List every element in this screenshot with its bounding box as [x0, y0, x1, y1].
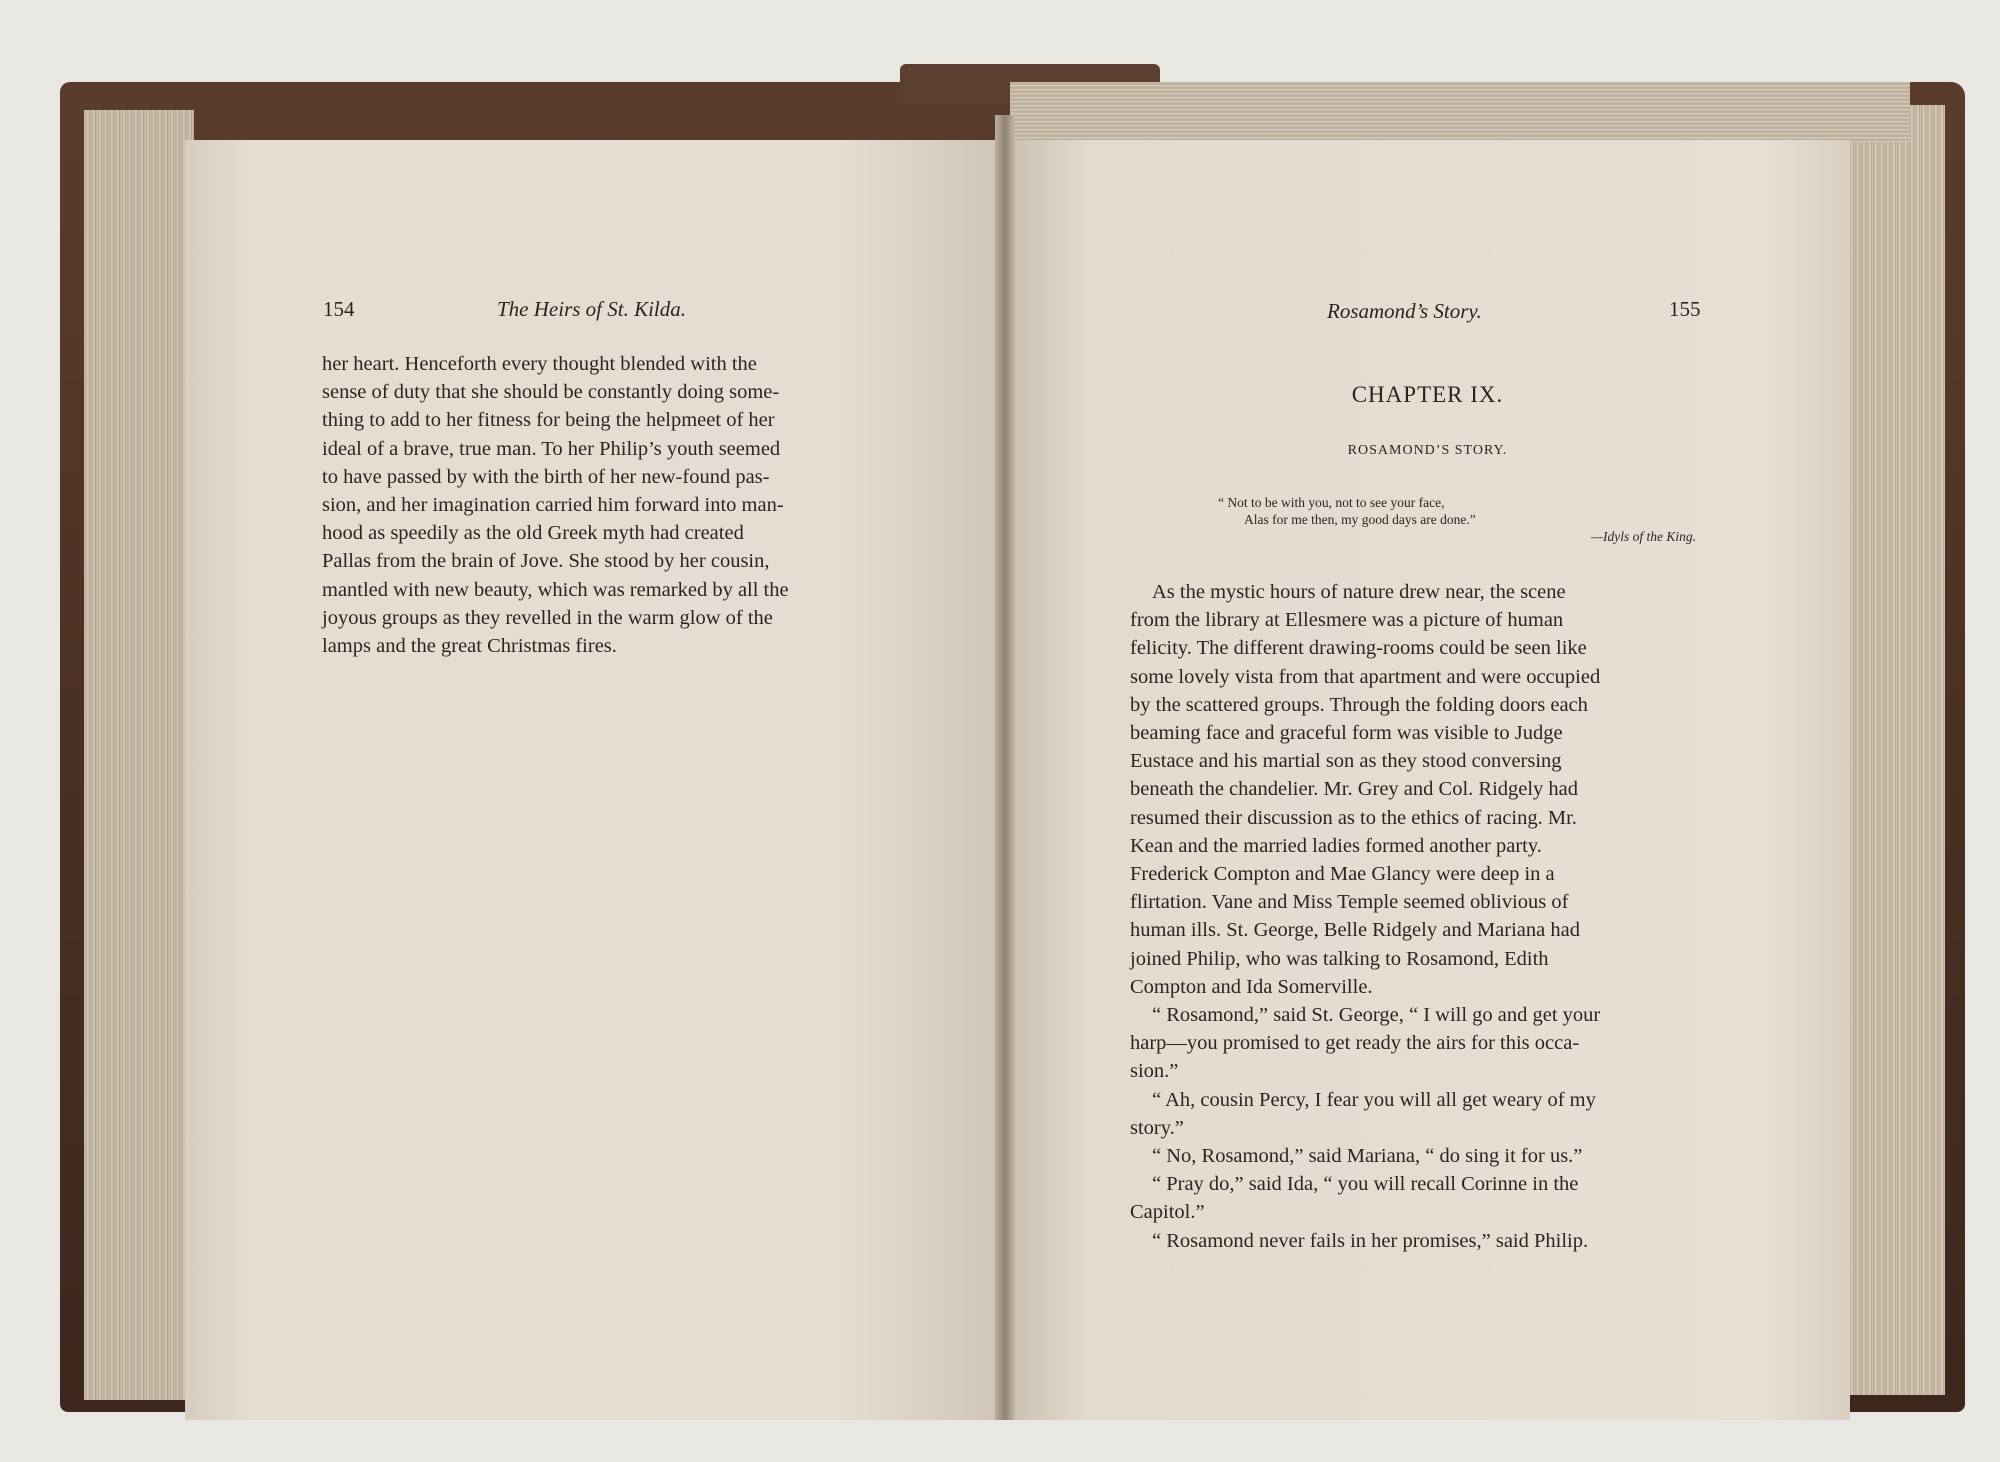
text-line: beaming face and graceful form was visible to Judge: [1130, 722, 1563, 745]
text-line: “ Pray do,” said Ida, “ you will recall Corinne in the: [1152, 1173, 1579, 1196]
text-line: sion.”: [1130, 1060, 1179, 1083]
text-line: to have passed by with the birth of her new-found pas-: [322, 465, 770, 488]
text-line: Capitol.”: [1130, 1201, 1205, 1224]
text-line: beneath the chandelier. Mr. Grey and Col. Ridgely had: [1130, 778, 1579, 801]
text-line: Compton and Ida Somerville.: [1130, 975, 1373, 998]
left-page: [185, 140, 1005, 1420]
text-line: mantled with new beauty, which was remarked by all the: [322, 578, 789, 601]
text-line: “ Rosamond,” said St. George, “ I will go and get your: [1152, 1004, 1601, 1027]
page-edges-top: [1010, 82, 1910, 142]
text-line: some lovely vista from that apartment and were occupied: [1130, 665, 1601, 688]
text-line: “ No, Rosamond,” said Mariana, “ do sing it for us.”: [1152, 1145, 1583, 1168]
text-line: “ Ah, cousin Percy, I fear you will all get weary of my: [1152, 1088, 1596, 1111]
text-line: felicity. The different drawing-rooms could be seen like: [1130, 637, 1587, 660]
text-line: lamps and the great Christmas fires.: [322, 635, 617, 658]
text-line: human ills. St. George, Belle Ridgely and Mariana had: [1130, 919, 1580, 942]
text-line: As the mystic hours of nature drew near, the scene: [1152, 581, 1566, 603]
text-line: Kean and the married ladies formed another party.: [1130, 834, 1542, 857]
book-gutter: [995, 115, 1015, 1420]
page-edges-left: [84, 110, 194, 1400]
right-running-head: Rosamond’s Story.: [1327, 299, 1482, 323]
text-line: sense of duty that she should be constantly doing some-: [322, 381, 780, 404]
text-line: her heart. Henceforth every thought blended with the: [322, 353, 757, 375]
text-line: joined Philip, who was talking to Rosamond, Edith: [1130, 947, 1549, 970]
epigraph-source: —Idyls of the King.: [1591, 529, 1696, 544]
text-line: thing to add to her fitness for being the helpmeet of her: [322, 409, 775, 432]
epigraph-line: Alas for me then, my good days are done.”: [1244, 512, 1476, 527]
text-line: hood as speedily as the old Greek myth had created: [322, 522, 744, 545]
left-page-number: 154: [323, 297, 355, 321]
text-line: harp—you promised to get ready the airs for this occa-: [1130, 1032, 1580, 1055]
text-line: Eustace and his martial son as they stood conversing: [1130, 750, 1562, 773]
text-line: by the scattered groups. Through the folding doors each: [1130, 693, 1588, 716]
text-line: “ Rosamond never fails in her promises,” said Philip.: [1152, 1229, 1589, 1252]
text-line: Frederick Compton and Mae Glancy were deep in a: [1130, 863, 1555, 886]
text-line: resumed their discussion as to the ethics of racing. Mr.: [1130, 806, 1577, 829]
text-line: from the library at Ellesmere was a picture of human: [1130, 609, 1564, 632]
left-running-head: The Heirs of St. Kilda.: [497, 297, 687, 321]
text-line: ideal of a brave, true man. To her Philip’s youth seemed: [322, 437, 781, 460]
left-page-text: [322, 350, 903, 660]
text-line: sion, and her imagination carried him forward into man-: [322, 494, 784, 517]
right-page-number: 155: [1669, 297, 1701, 321]
epigraph-line: “ Not to be with you, not to see your face,: [1218, 495, 1445, 510]
text-line: joyous groups as they revelled in the warm glow of the: [322, 606, 773, 629]
epigraph: [1218, 494, 1696, 545]
text-line: story.”: [1130, 1116, 1184, 1139]
chapter-subtitle: ROSAMOND’S STORY.: [1347, 443, 1508, 458]
text-line: flirtation. Vane and Miss Temple seemed oblivious of: [1130, 891, 1569, 914]
chapter-title: CHAPTER IX.: [1351, 382, 1504, 407]
text-line: Pallas from the brain of Jove. She stood by her cousin,: [322, 550, 770, 573]
right-page-text: [1130, 578, 1708, 1255]
